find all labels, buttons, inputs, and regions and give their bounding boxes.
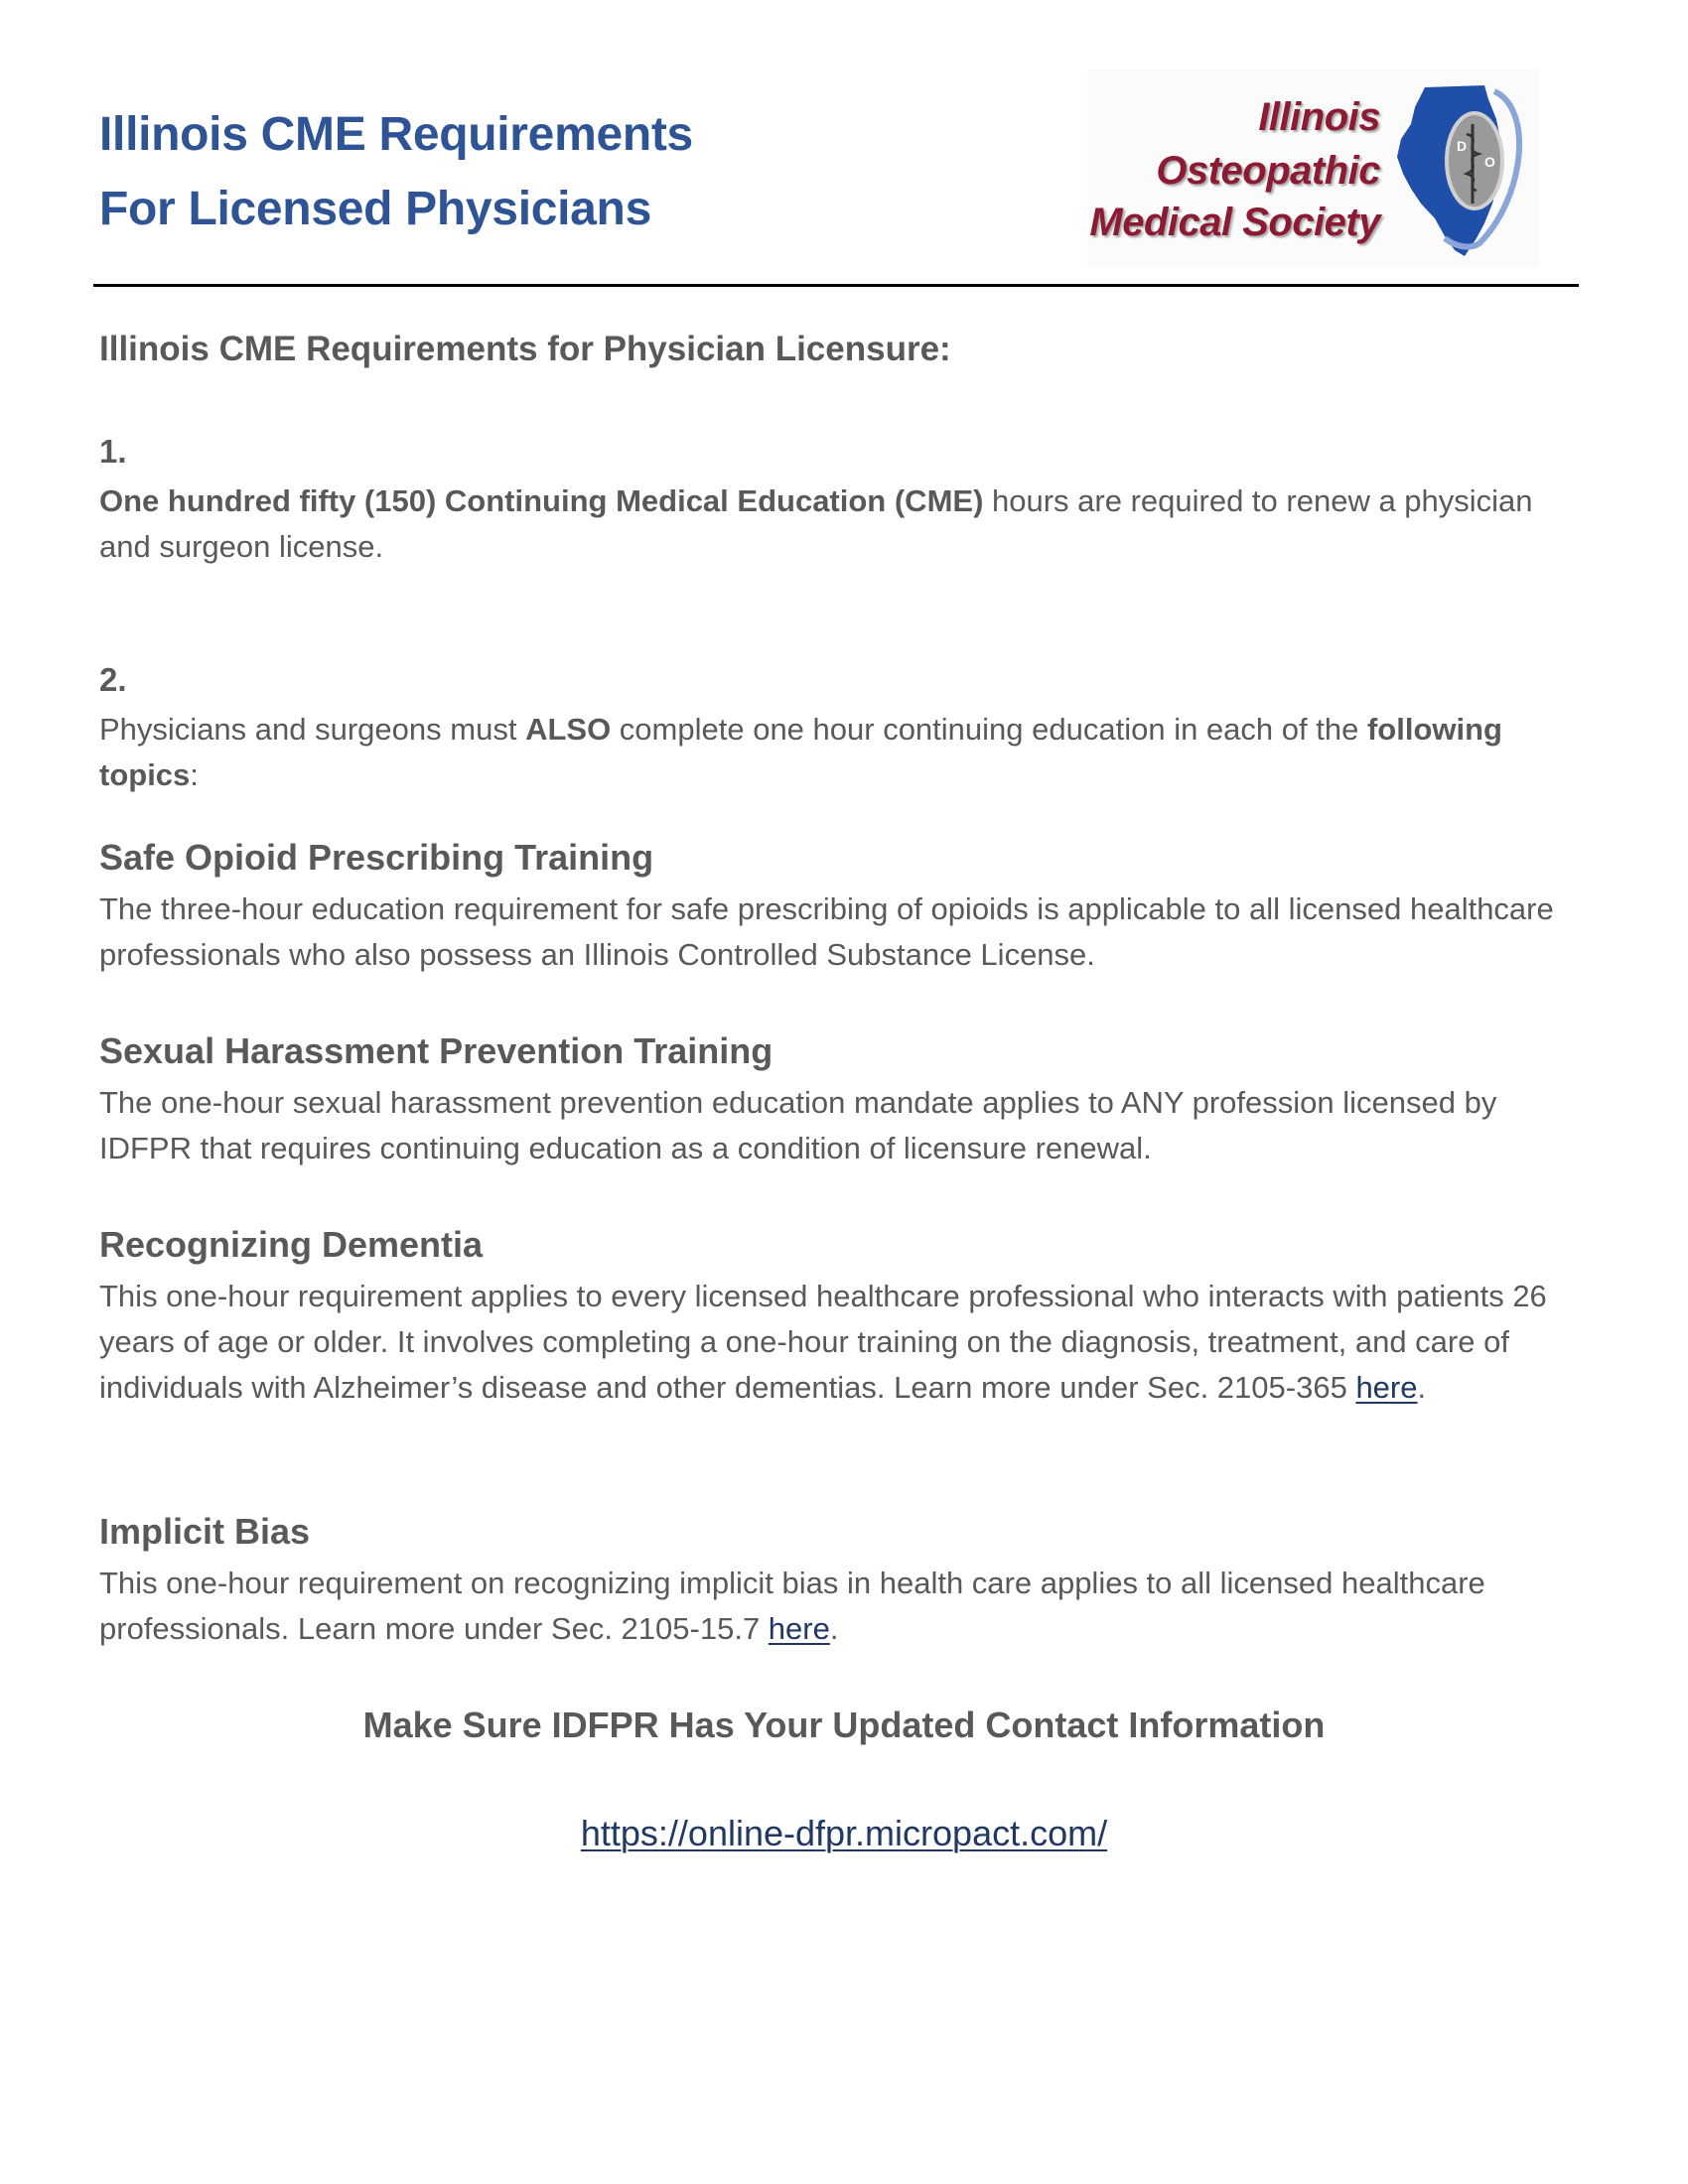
idfpr-url-container (0, 1813, 1688, 1854)
licensure-subheading: Illinois CME Requirements for Physician Licensure: (99, 330, 951, 368)
svg-text:O: O (1484, 154, 1495, 170)
topic-body-opioid: The three-hour education requirement for safe prescribing of opioids is applicable to all licensed healthcare professionals who also possess an Illinois Controlled Substance License. (99, 891, 1554, 972)
implicit-bias-text: This one-hour requirement on recognizing implicit bias in health care applies to all licensed healthcare professionals. Learn more under Sec. 2105-15.7 (99, 1566, 1485, 1646)
item-2-number: 2. (99, 661, 127, 698)
contact-info-heading: Make Sure IDFPR Has Your Updated Contact Information (362, 1705, 1326, 1745)
topic-heading-harassment: Sexual Harassment Prevention Training (99, 1030, 774, 1071)
page-title-line2: For Licensed Physicians (99, 183, 651, 235)
illinois-map-caduceus-icon (1385, 79, 1534, 263)
page-title-line1: Illinois CME Requirements (99, 108, 693, 161)
logo-text-line2: Osteopathic (1156, 149, 1380, 193)
topic-body-dementia (99, 1274, 1589, 1411)
topic-body-harassment: The one-hour sexual harassment prevention education mandate applies to ANY profession licensed by IDFPR that requires continuing education as a condition of licensure renewal. (99, 1085, 1497, 1165)
idfpr-url-link[interactable]: https://online-dfpr.micropact.com/ (580, 1813, 1108, 1853)
header-divider (93, 284, 1579, 287)
implicit-bias-here-link[interactable]: here (768, 1611, 830, 1646)
logo-text-line3: Medical Society (1089, 201, 1380, 244)
topic-heading-dementia: Recognizing Dementia (99, 1224, 484, 1265)
topic-heading-opioid: Safe Opioid Prescribing Training (99, 837, 654, 878)
implicit-bias-period: . (829, 1611, 839, 1646)
svg-text:D: D (1457, 138, 1468, 154)
also-emphasis: ALSO (525, 712, 612, 747)
item-2-text-middle: complete one hour continuing education in each of the (611, 712, 1367, 747)
dementia-here-link[interactable]: here (1355, 1370, 1418, 1405)
dementia-period: . (1417, 1370, 1427, 1405)
item-2-text-before: Physicians and surgeons must (99, 712, 526, 747)
ioms-logo (1087, 69, 1539, 268)
item-2-text (99, 707, 1589, 798)
item-1-number: 1. (99, 433, 127, 470)
item-2-text-after: : (190, 757, 199, 792)
item-1-text (99, 478, 1589, 570)
topic-heading-implicit-bias: Implicit Bias (99, 1511, 311, 1552)
item-1-rest: hours are required to renew a physician and surgeon license. (99, 483, 1533, 564)
logo-text-line1: Illinois (1258, 95, 1380, 139)
item-1-bold: One hundred fifty (150) Continuing Medical Education (CME) (99, 483, 984, 518)
following-topics-emphasis: following topics (99, 712, 1502, 792)
dementia-text: This one-hour requirement applies to every licensed healthcare professional who interacts with patients 26 years of age or older. It involves completing a one-hour training on the diagnosis, treatment, and care of individuals with Alzheimer’s disease and other dementias. Learn more under Sec. 2105-365 (99, 1279, 1547, 1405)
topic-body-implicit-bias (99, 1561, 1589, 1652)
